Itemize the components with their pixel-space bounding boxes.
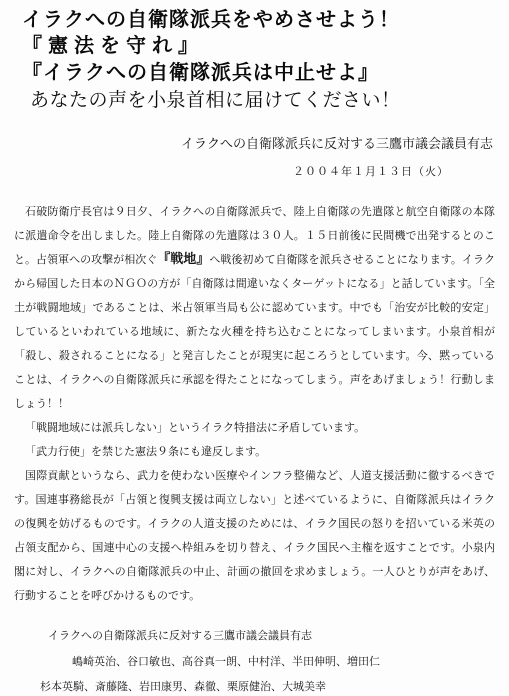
signatories-heading: イラクへの自衛隊派兵に反対する三鷹市議会議員有志 bbox=[48, 629, 312, 642]
body-text bbox=[14, 200, 495, 608]
paragraph-1-lead: 石破防衛庁長官は９日夕、イラクへの自衛隊派兵で、陸上自衛隊の先遣隊と航空自衛隊の本隊に派遣命令を出しました。陸上自衛隊の先遣隊は３０人。１５日前後に民間機で出発するとのこと。占領軍への攻撃が相次ぐ bbox=[14, 205, 495, 266]
organization-name: イラクへの自衛隊派兵に反対する三鷹市議会議員有志 bbox=[180, 137, 493, 152]
paragraph-4: 国際貢献というなら、武力を使わない医療やインフラ整備など、人道支援活動に徹するべきです。国連事務総長が「占領と復興支援は両立しない」と述べているように、自衛隊派兵はイラクの復興を妨げるものです。イラクの人道支援のためには、イラク国民の怒りを招いている米英の占領支配から、国連中心の支援へ枠組みを切り替え、イラク国民へ主権を返すことです。小泉内閣に対し、イラクへの自衛隊派兵の中止、計画の撤回を求めましょう。一人ひとりが声をあげ、行動することを呼びかけるものです。 bbox=[14, 469, 495, 602]
signatories-line-1: 嶋崎英治、谷口敏也、高谷真一朗、中村洋、半田伸明、増田仁 bbox=[72, 655, 380, 668]
paragraph-3: 「武力行使」を禁じた憲法９条にも違反します。 bbox=[25, 445, 267, 458]
paragraph-1 bbox=[14, 200, 495, 416]
signatories-line-2: 杉本英騎、斎藤隆、岩田康男、森徹、栗原健治、大城美幸 bbox=[40, 680, 326, 693]
paragraph-2: 「戦闘地域には派兵しない」というイラク特措法に矛盾しています。 bbox=[25, 421, 366, 434]
headline-protect-constitution: 『憲法を守れ』 bbox=[22, 33, 204, 57]
headline-halt-dispatch: 『イラクへの自衛隊派兵は中止せよ』 bbox=[22, 60, 379, 84]
paragraph-1-rest: へ戦後初めて自衛隊を派兵させることになります。イラクから帰国した日本のＮＧＯの方が「自衛隊は間違いなくターゲットになる」と話しています。「全土が戦闘地域」であることは、米占領軍当局も公に認めています。中でも「治安が比較的安定」しているといわれている地域に、新たな火種を持ち込むことになってしまいます。小泉首相が「殺し、殺されることになる」と発言したことが現実に起ころうとしています。今、黙っていることは、イラクへの自衛隊派兵に承認を得たことになってしまう。声をあげましょう！行動しましょう！！ bbox=[14, 253, 495, 410]
issue-date: ２００４年１月１３日（火） bbox=[293, 165, 449, 178]
emphasis-war-zone: 『戦地』 bbox=[157, 252, 210, 267]
headline-deliver-voice: あなたの声を小泉首相に届けてください！ bbox=[30, 89, 401, 111]
headline-stop-dispatch: イラクへの自衛隊派兵をやめさせよう！ bbox=[22, 7, 400, 31]
